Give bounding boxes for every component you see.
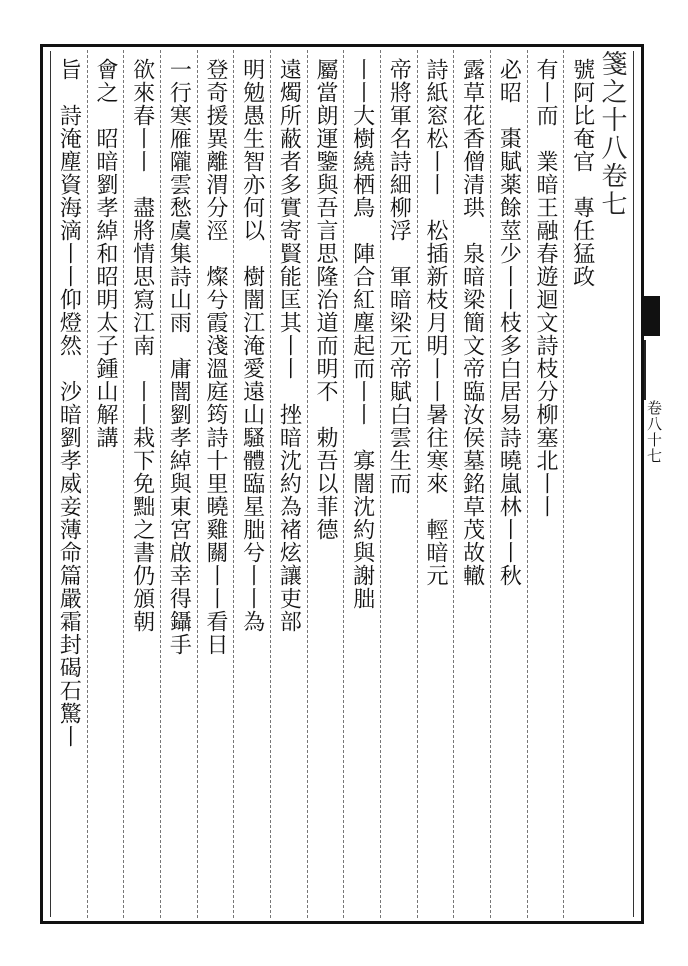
- column-rule: [233, 50, 234, 918]
- text-column: 明勉愚生智亦何以 樹闇江淹愛遠山騷體臨星朏兮丨丨為: [239, 58, 265, 633]
- column-rule: [197, 50, 198, 918]
- column-rule: [87, 50, 88, 918]
- column-rule: [417, 50, 418, 918]
- text-column: 旨 詩淹塵資海滴丨丨仰燈然 沙暗劉孝威妾薄命篇嚴霜封碣石驚丨: [56, 58, 82, 748]
- text-column: 登奇援異離渭分涇 燦兮霞淺溫庭筠詩十里曉雞關丨丨看日: [203, 58, 228, 656]
- text-column: 丨丨大樹繞栖鳥 陣合紅塵起而丨丨 寡闇沈約與謝朏: [349, 58, 375, 610]
- column-rule: [123, 50, 124, 918]
- section-tab-marker: [644, 296, 660, 336]
- text-column: 會之 昭暗劉孝綽和昭明太子鍾山解講: [93, 58, 118, 449]
- column-rule: [563, 50, 564, 918]
- column-rule: [343, 50, 344, 918]
- margin-ticks: [644, 340, 660, 400]
- text-column: 號阿比奄官 專任猛政: [569, 58, 595, 288]
- text-column: 露草花香僧清珙 泉暗梁簡文帝臨汝侯墓銘草茂故轍: [459, 58, 485, 587]
- column-rule: [527, 50, 528, 918]
- text-column: 帝將軍名詩細柳浮 軍暗梁元帝賦白雲生而: [386, 58, 412, 495]
- text-column: 遠燭所蔽者多實寄賢能匡其丨丨 挫暗沈約為褚炫讓吏部: [276, 58, 302, 633]
- text-column: 必昭 棗賦薬餘莖少丨丨枝多白居易詩曉嵐林丨丨秋: [496, 58, 522, 587]
- text-column: 屬當朗運鑒與吾言思隆治道而明不 勅吾以菲德: [313, 58, 338, 541]
- column-rule: [380, 50, 381, 918]
- text-column: 一行寒雁隴雲愁虞集詩山雨 庸闇劉孝綽與東宮啟幸得鑷手: [166, 58, 192, 656]
- page-header: 箋之十八卷七: [597, 50, 627, 218]
- column-rule: [307, 50, 308, 918]
- column-rule: [453, 50, 454, 918]
- text-column: 欲來春丨丨 盡將情思寫江南 丨丨栽下免黜之書仍頒朝: [129, 58, 155, 633]
- column-rule: [160, 50, 161, 918]
- column-rule: [490, 50, 491, 918]
- text-column: 詩紙窓松丨丨 松插新枝月明丨丨暑往寒來 輕暗元: [423, 58, 448, 587]
- chapter-label: 卷八十七: [645, 400, 663, 464]
- column-rule: [270, 50, 271, 918]
- text-column: 有丨而 業暗王融春遊迴文詩枝分柳塞北丨丨: [533, 58, 558, 518]
